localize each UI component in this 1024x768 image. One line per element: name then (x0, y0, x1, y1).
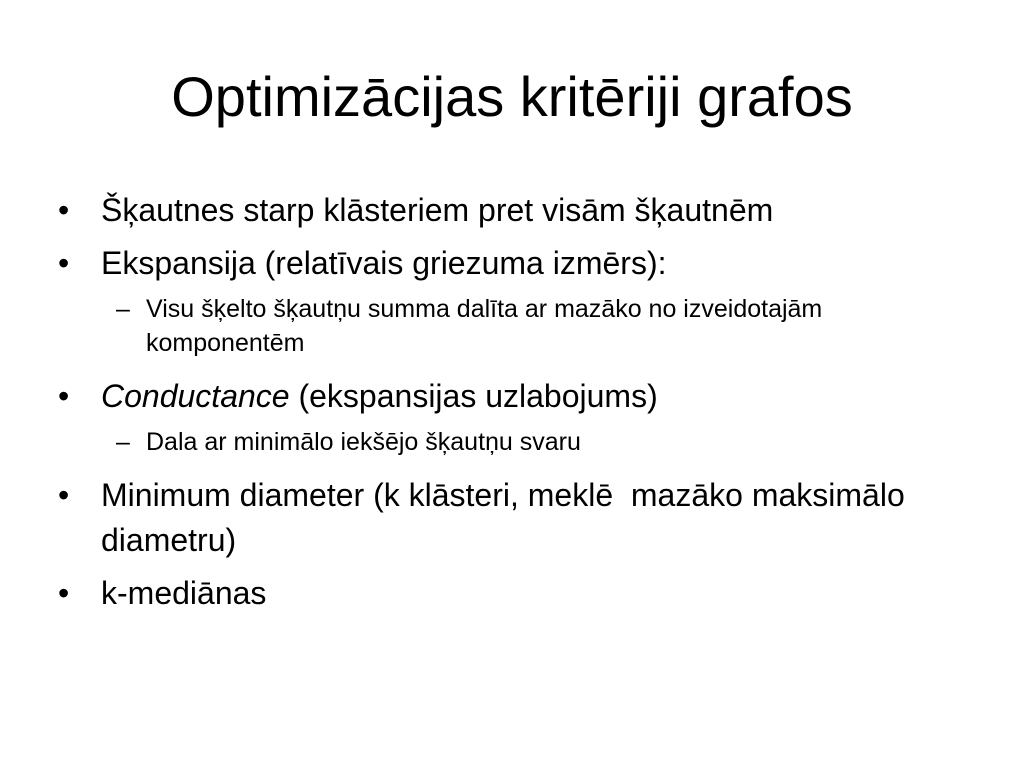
sub-list-item-text: Dala ar minimālo iekšējo šķautņu svaru (146, 428, 581, 456)
sub-list-item (58, 425, 958, 459)
sub-bullet-marker: – (116, 295, 130, 323)
list-item-text: Šķautnes starp klāsteriem pret visām šķautnēm (101, 192, 774, 228)
sub-list-item-text: Visu šķelto šķautņu summa dalīta ar mazāko no izveidotajām komponentēm (146, 295, 823, 357)
list-item (58, 473, 958, 563)
bullet-marker: • (58, 245, 70, 281)
list-item (58, 571, 958, 616)
list-item-text: k-mediānas (101, 575, 267, 611)
bullet-marker: • (58, 378, 70, 414)
list-item (58, 374, 958, 419)
list-item-text: (ekspansijas uzlabojums) (289, 378, 658, 414)
list-item-italic-term: Conductance (101, 378, 290, 414)
bullet-list (58, 188, 958, 624)
list-item (58, 188, 958, 233)
sub-list-item (58, 292, 958, 360)
list-item-text: Minimum diameter (k klāsteri, meklē mazāko maksimālo diametru) (101, 477, 914, 558)
sub-bullet-marker: – (116, 428, 130, 456)
bullet-marker: • (58, 192, 70, 228)
bullet-marker: • (58, 477, 70, 513)
slide-title: Optimizācijas kritēriji grafos (171, 65, 853, 128)
list-item (58, 241, 958, 286)
bullet-marker: • (58, 575, 70, 611)
list-item-text: Ekspansija (relatīvais griezuma izmērs): (101, 245, 667, 281)
